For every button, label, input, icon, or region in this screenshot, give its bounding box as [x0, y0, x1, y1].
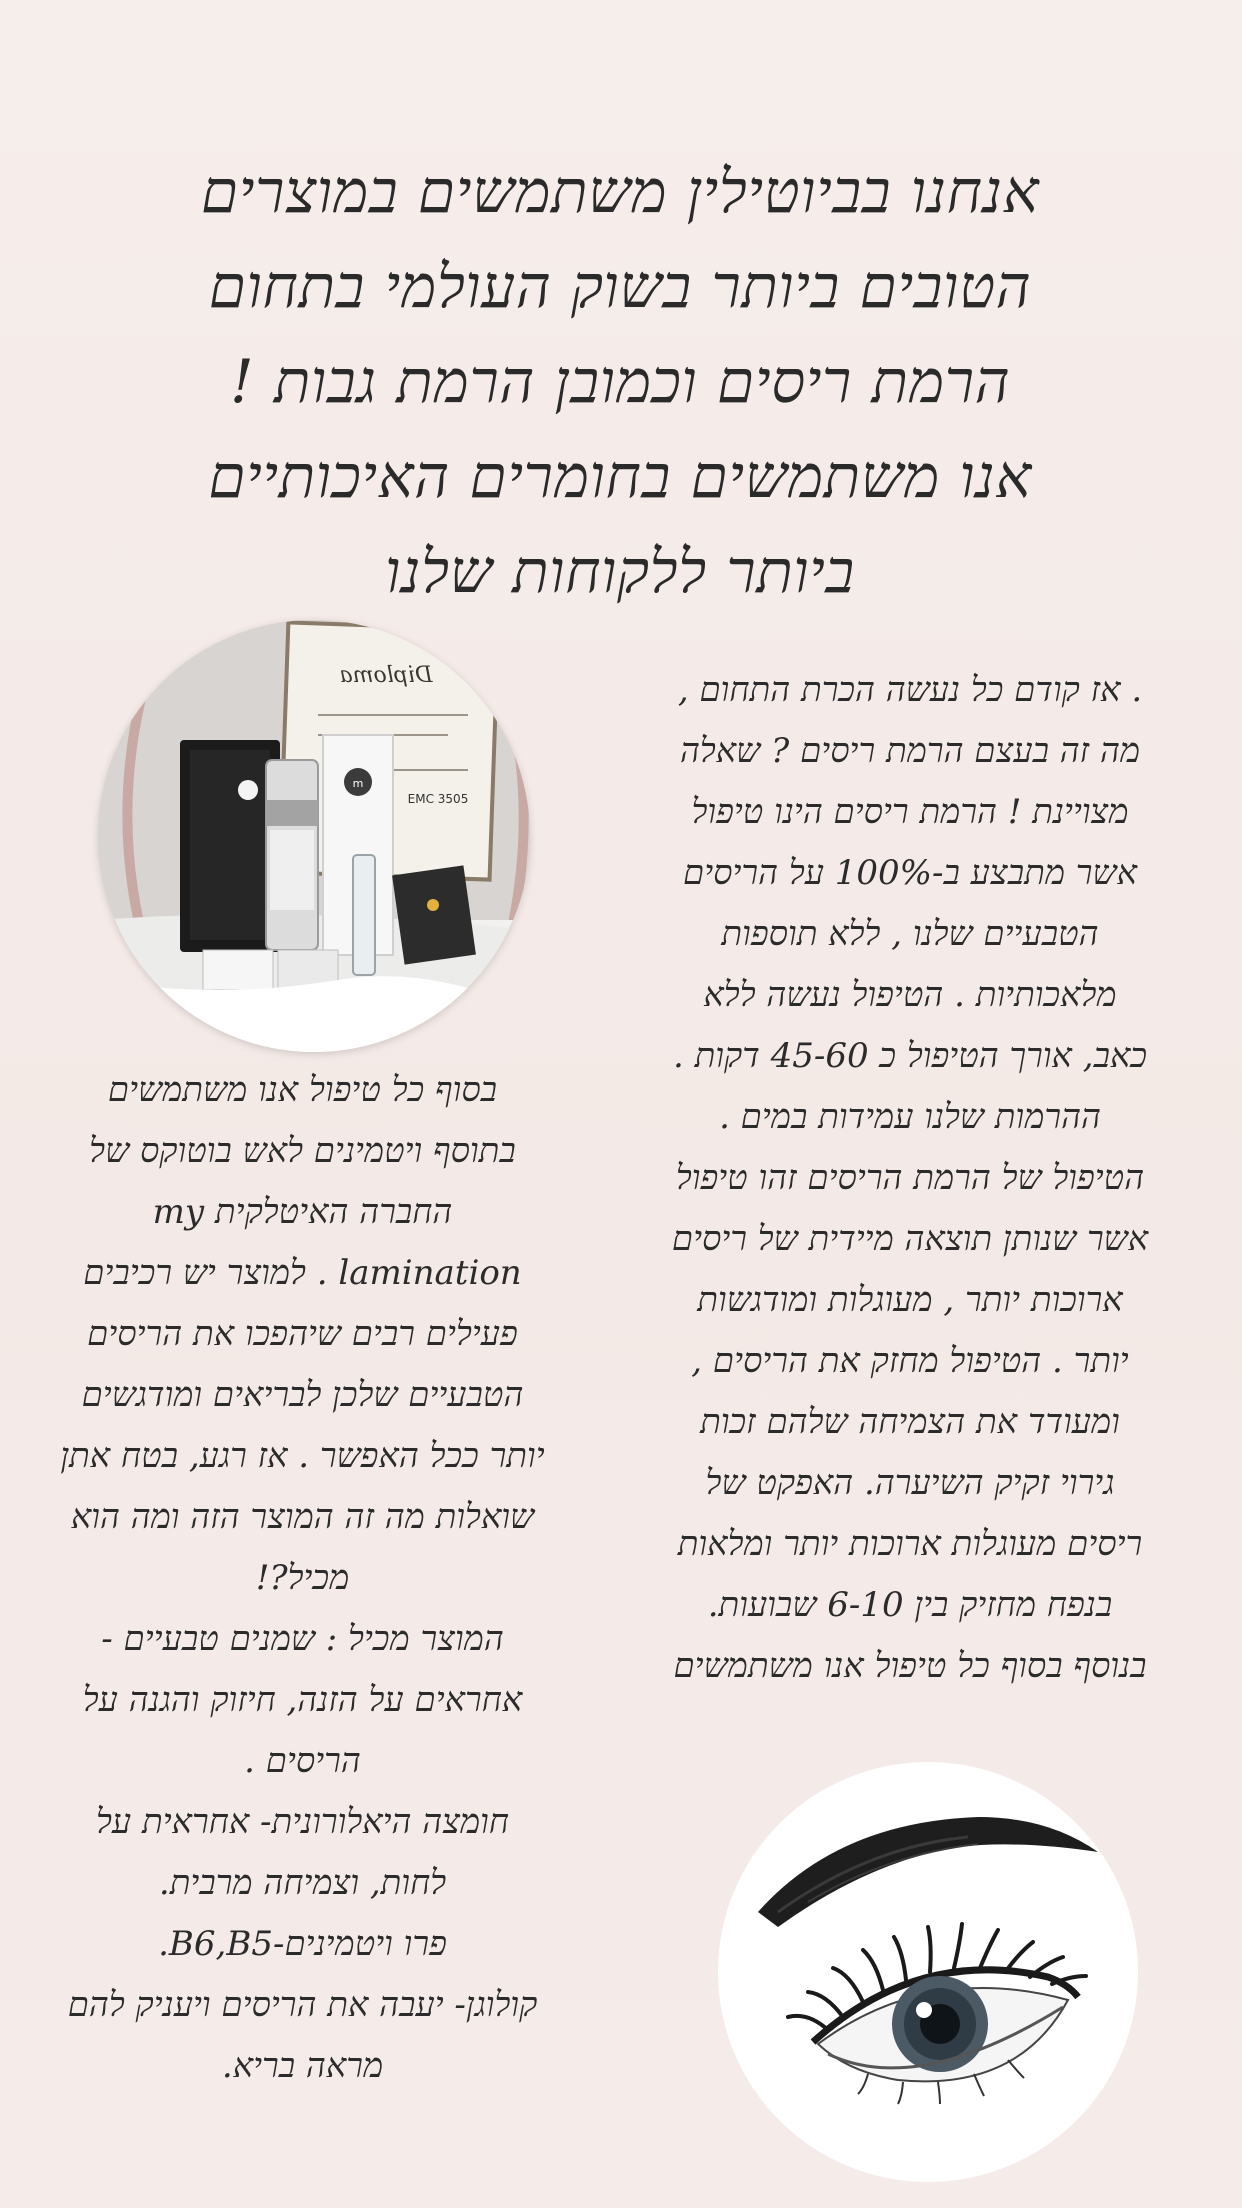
diploma-number: EMC 3505 [407, 792, 469, 806]
intro-text-column [610, 660, 1210, 1697]
text-line: פרו ויטמינים-B6,B5. [158, 1924, 447, 1964]
diploma-title: Diploma [339, 663, 433, 688]
text-line: בנפח מחזיק בין 6-10 שבועות. [707, 1585, 1113, 1625]
headline-line: אנו משתמשים בחומרים האיכותיים [208, 442, 1032, 512]
headline [120, 145, 1120, 620]
headline-line: הרמת ריסים וכמובן הרמת גבות ! [229, 347, 1011, 417]
text-line: lamination . למוצר יש רכיבים [83, 1253, 522, 1293]
text-line: בסוף כל טיפול אנו משתמשים [107, 1070, 498, 1110]
product-text-column [15, 1060, 590, 2097]
text-line: יותר . הטיפול מחזק את הריסים , [691, 1341, 1129, 1381]
text-line: מלאכותיות . הטיפול נעשה ללא [703, 975, 1117, 1015]
text-line: פעילים רבים שיהפכו את הריסים [87, 1314, 518, 1354]
eye-illustration [718, 1762, 1138, 2182]
text-line: ומעודד את הצמיחה שלהם זכות [700, 1402, 1120, 1442]
text-line: חומצה היאלורונית- אחראית על [96, 1802, 509, 1842]
text-line: אשר מתבצע ב-100% על הריסים [683, 853, 1137, 893]
text-line: החברה האיטלקית my [152, 1192, 453, 1232]
product-photo-illustration [98, 620, 530, 1052]
svg-text:m: m [352, 777, 364, 790]
text-line: בנוסף בסוף כל טיפול אנו משתמשים [673, 1646, 1147, 1686]
text-line: בתוסף ויטמינים לאש בוטוקס של [89, 1131, 516, 1171]
text-line: שואלות מה זה המוצר הזה ומה הוא [70, 1497, 535, 1537]
text-line: כאב, אורך הטיפול כ 45-60 דקות . [673, 1036, 1147, 1076]
product-photo [98, 620, 530, 1052]
text-line: קולוגן- יעבה את הריסים ויעניק להם [67, 1985, 538, 2025]
text-line: מה זה בעצם הרמת ריסים ? שאלה [679, 731, 1141, 771]
text-line: מצויינת ! הרמת ריסים הינו טיפול [691, 792, 1129, 832]
headline-line: ביותר ללקוחות שלנו [385, 537, 855, 607]
text-line: מראה בריא. [221, 2046, 384, 2086]
headline-line: אנחנו בביוטילין משתמשים במוצרים [200, 157, 1040, 227]
text-line: ההרמות שלנו עמידות במים . [719, 1097, 1101, 1137]
text-line: אשר שנותן תוצאה מיידית של ריסים [671, 1219, 1149, 1259]
text-line: הטיפול של הרמת הריסים זהו טיפול [675, 1158, 1145, 1198]
text-line: המוצר מכיל : שמנים טבעיים - [101, 1619, 504, 1659]
headline-line: הטובים ביותר בשוק העולמי בתחום [208, 252, 1032, 322]
text-line: מכיל?! [255, 1558, 350, 1598]
text-line: הטבעיים שלכן לבריאים ומודגשים [81, 1375, 524, 1415]
text-line: הטבעיים שלנו , ללא תוספות [721, 914, 1099, 954]
text-line: יותר ככל האפשר . אז רגע, בטח אתן [60, 1436, 545, 1476]
text-line: ריסים מעוגלות ארוכות יותר ומלאות [677, 1524, 1143, 1564]
text-line: . אז קודם כל נעשה הכרת התחום , [677, 670, 1143, 710]
text-line: לחות, וצמיחה מרבית. [158, 1863, 447, 1903]
text-line: ארוכות יותר , מעוגלות ומודגשות [697, 1280, 1123, 1320]
text-line: גירוי זקיק השיערה. האפקט של [705, 1463, 1115, 1503]
text-line: אחראים על הזנה, חיזוק והגנה על [82, 1680, 523, 1720]
text-line: הריסים . [244, 1741, 361, 1781]
eye-icon [718, 1762, 1138, 2182]
